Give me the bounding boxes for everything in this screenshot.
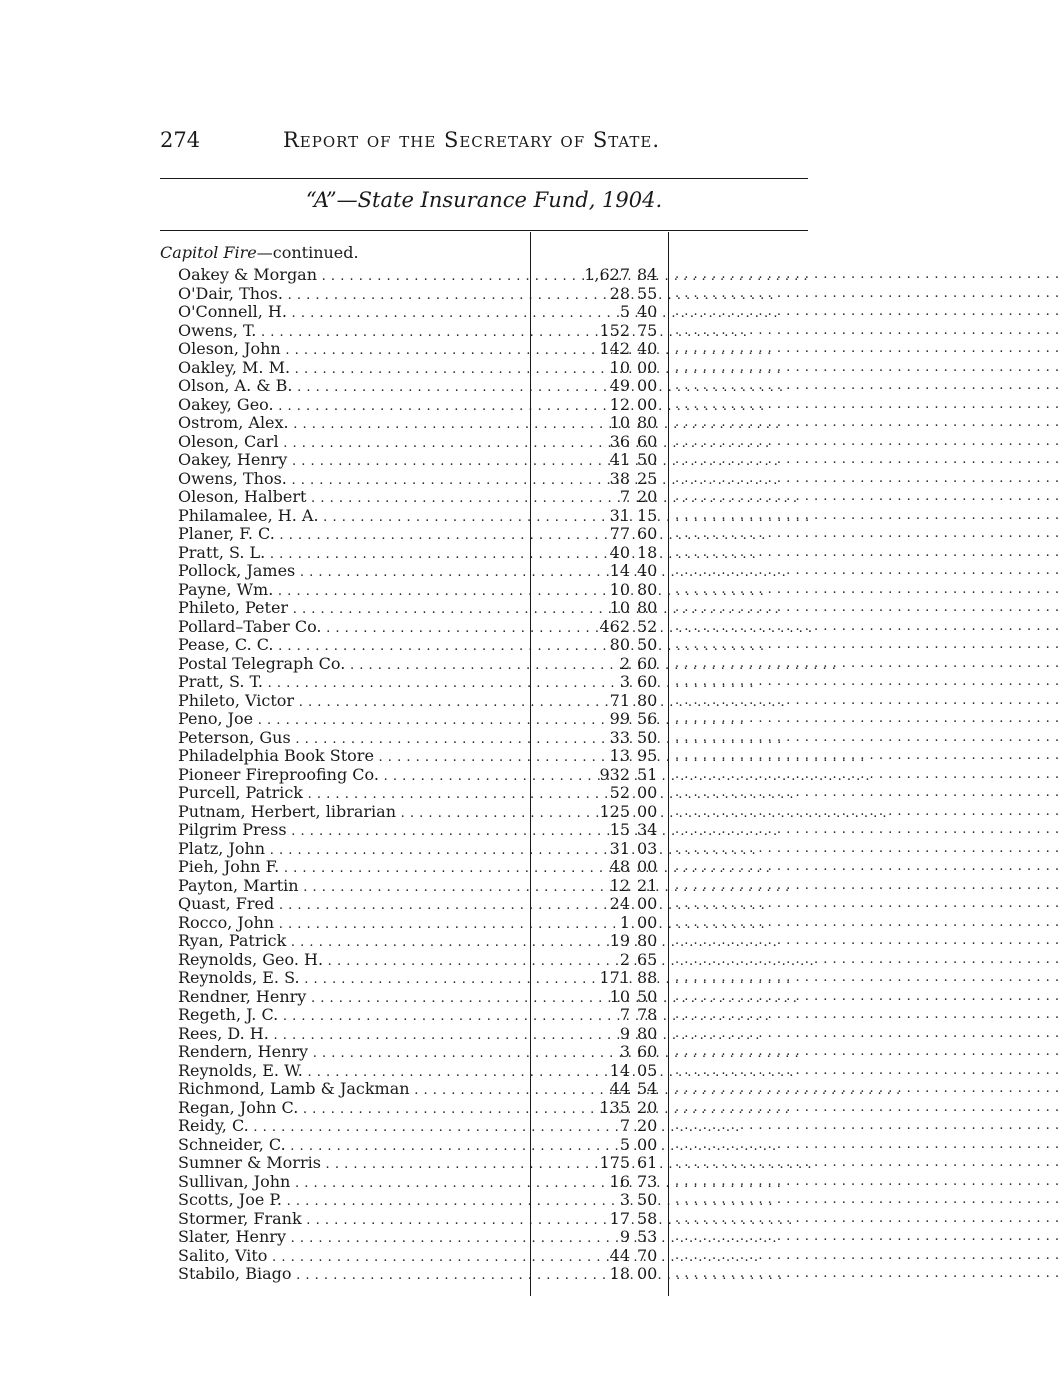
third-column-leader: . . . . . . . . . . . . . . . . . . . . . . . . . . . . . . . . . . . . . . . . . . xyxy=(675,748,1059,763)
table-row xyxy=(0,635,1059,655)
amount-dollars: 44 xyxy=(609,1245,630,1265)
third-column-leader: . . . . . . . . . . . . . . . . . . . . . . . . . . . . . . . . . . . . . . . . . . xyxy=(675,507,1059,523)
amount-cents: 61 xyxy=(637,1153,658,1172)
payee-name: Owens, T. . . . xyxy=(178,322,528,343)
payee-name: Phileto, Victor . . . xyxy=(178,692,528,713)
table-row xyxy=(0,616,1059,637)
third-column-leader: . . . . . . . . . . . . . . . . . . . . . . . . . . . . . . . . . . . . . . . . . . xyxy=(675,378,1059,393)
third-column-leader: . . . . . . . . . . . . . . . . . . . . . . . . . . . . . . . . . . . . . . . . . . xyxy=(675,766,1059,782)
third-column-leader: . . . . . . . . . . . . . . . . . . . . . . . . . . . . . . . . . . . . . . . . . . xyxy=(675,1136,1059,1152)
amount-dollars: 125 xyxy=(599,801,630,821)
amount-dollars: 31 xyxy=(609,838,630,858)
table-row xyxy=(0,690,1059,711)
table-row xyxy=(0,561,1059,581)
amount-dollars: 80 xyxy=(609,635,630,654)
amount-cents: 21 xyxy=(637,875,658,895)
table-row xyxy=(0,1208,1059,1229)
third-column-leader: . . . . . . . . . . . . . . . . . . . . . . . . . . . . . . . . . . . . . . . . . . xyxy=(675,1247,1059,1263)
third-column-leader: . . . . . . . . . . . . . . . . . . . . . . . . . . . . . . . . . . . . . . . . . . xyxy=(675,600,1059,615)
payee-name: Richmond, Lamb & Jackman . . . xyxy=(178,1080,528,1101)
amount-cents: 80 xyxy=(637,413,658,432)
table-row xyxy=(0,949,1059,970)
payee-name: Pratt, S. T. . . . xyxy=(178,673,528,694)
amount-cents: 60 xyxy=(637,653,658,673)
third-column-leader: . . . . . . . . . . . . . . . . . . . . . . . . . . . . . . . . . . . . . . . . . . xyxy=(675,655,1059,671)
amount-dollars: 171 xyxy=(599,968,630,987)
amount-cents: 40 xyxy=(637,561,658,580)
table-row xyxy=(0,820,1059,840)
amount-dollars: 48 xyxy=(609,857,630,876)
amount-cents: 00 xyxy=(637,394,658,414)
amount-dollars: 7 xyxy=(619,1005,630,1024)
amount-dollars: 9 xyxy=(619,1227,630,1246)
third-column-leader: . . . . . . . . . . . . . . . . . . . . . . . . . . . . . . . . . . . . . . . . . . xyxy=(675,711,1059,726)
payee-name: Pease, C. C. . . . xyxy=(178,636,528,657)
payee-name: Rendner, Henry . . . xyxy=(178,988,528,1009)
amount-cents: 00 xyxy=(637,801,658,821)
table-row xyxy=(0,598,1059,618)
third-column-leader: . . . . . . . . . . . . . . . . . . . . . . . . . . . . . . . . . . . . . . . . . . xyxy=(675,415,1059,430)
amount-cents: 50 xyxy=(637,635,658,654)
table-row xyxy=(0,450,1059,470)
amount-cents: 51 xyxy=(637,764,658,784)
amount-cents: 20 xyxy=(637,1116,658,1135)
amount-dollars: 41 xyxy=(609,450,630,469)
third-column-leader: . . . . . . . . . . . . . . . . . . . . . . . . . . . . . . . . . . . . . . . . . . xyxy=(675,1192,1059,1207)
table-row xyxy=(0,672,1059,692)
third-column-leader: . . . . . . . . . . . . . . . . . . . . . . . . . . . . . . . . . . . . . . . . . . xyxy=(675,341,1059,356)
amount-dollars: 38 xyxy=(609,468,630,488)
payee-name: Sumner & Morris . . . xyxy=(178,1154,528,1175)
payee-name: Reynolds, E. S. . . . xyxy=(178,969,528,990)
amount-cents: 34 xyxy=(637,820,658,839)
table-row xyxy=(0,505,1059,526)
payee-name: Scotts, Joe P. . . . xyxy=(178,1191,528,1212)
payee-name: Philadelphia Book Store . . . xyxy=(178,747,528,768)
amount-dollars: 1,627 xyxy=(584,265,630,284)
amount-cents: 18 xyxy=(637,542,658,562)
table-row xyxy=(0,1134,1059,1155)
payee-name: Reidy, C. . . . xyxy=(178,1117,528,1138)
third-column-leader: . . . . . . . . . . . . . . . . . . . . . . . . . . . . . . . . . . . . . . . . . . xyxy=(675,322,1059,338)
payee-name: Quast, Fred . . . xyxy=(178,895,528,916)
payee-name: Salito, Vito . . . xyxy=(178,1247,528,1268)
ledger-rows xyxy=(0,265,1059,1284)
amount-cents: 50 xyxy=(637,1190,658,1209)
amount-cents: 70 xyxy=(637,1245,658,1265)
third-column-leader: . . . . . . . . . . . . . . . . . . . . . . . . . . . . . . . . . . . . . . . . . . xyxy=(675,1173,1059,1189)
payee-name: Stabilo, Biago . . . xyxy=(178,1265,528,1286)
amount-dollars: 12 xyxy=(609,875,630,895)
table-row xyxy=(0,265,1059,285)
amount-dollars: 1 xyxy=(619,912,630,932)
third-column-leader: . . . . . . . . . . . . . . . . . . . . . . . . . . . . . . . . . . . . . . . . . . xyxy=(675,452,1059,467)
table-row xyxy=(0,1153,1059,1173)
payee-name: Owens, Thos. . . . xyxy=(178,470,528,491)
amount-cents: 40 xyxy=(637,302,658,321)
amount-cents: 55 xyxy=(637,283,658,303)
amount-cents: 00 xyxy=(637,783,658,802)
table-row xyxy=(0,1264,1059,1284)
amount-cents: 54 xyxy=(637,1079,658,1098)
table-row xyxy=(0,1023,1059,1044)
amount-cents: 80 xyxy=(637,931,658,950)
third-column-leader: . . . . . . . . . . . . . . . . . . . . . . . . . . . . . . . . . . . . . . . . . . xyxy=(675,674,1059,689)
amount-dollars: 36 xyxy=(609,431,630,451)
payee-name: Pieh, John F. . . . xyxy=(178,858,528,879)
amount-dollars: 3 xyxy=(619,1042,630,1061)
table-row xyxy=(0,302,1059,322)
payee-name: Postal Telegraph Co. . . . xyxy=(178,655,528,676)
third-column-leader: . . . . . . . . . . . . . . . . . . . . . . . . . . . . . . . . . . . . . . . . . . xyxy=(675,1266,1059,1281)
third-column-leader: . . . . . . . . . . . . . . . . . . . . . . . . . . . . . . . . . . . . . . . . . . xyxy=(675,359,1059,375)
table-row xyxy=(0,968,1059,988)
third-column-leader: . . . . . . . . . . . . . . . . . . . . . . . . . . . . . . . . . . . . . . . . . . xyxy=(675,544,1059,560)
third-column-leader: . . . . . . . . . . . . . . . . . . . . . . . . . . . . . . . . . . . . . . . . . . xyxy=(675,618,1059,634)
amount-cents: 56 xyxy=(637,709,658,728)
amount-cents: 60 xyxy=(637,524,658,543)
table-header-rule xyxy=(160,230,808,231)
amount-dollars: 152 xyxy=(599,320,630,340)
payee-name: Payton, Martin . . . xyxy=(178,877,528,898)
amount-dollars: 17 xyxy=(609,1208,630,1228)
table-row xyxy=(0,413,1059,433)
payee-name: Oakey & Morgan . . . xyxy=(178,266,528,287)
payee-name: Payne, Wm. . . . xyxy=(178,581,528,602)
amount-dollars: 15 xyxy=(609,820,630,839)
third-column-leader: . . . . . . . . . . . . . . . . . . . . . . . . . . . . . . . . . . . . . . . . . . xyxy=(675,1099,1059,1115)
third-column-leader: . . . . . . . . . . . . . . . . . . . . . . . . . . . . . . . . . . . . . . . . . . xyxy=(675,1210,1059,1226)
payee-name: O'Dair, Thos. . . . xyxy=(178,285,528,306)
payee-name: Reynolds, Geo. H. . . . xyxy=(178,951,528,972)
payee-name: Oakley, M. M. . . . xyxy=(178,359,528,380)
amount-dollars: 175 xyxy=(599,1153,630,1172)
amount-dollars: 49 xyxy=(609,376,630,395)
amount-dollars: 13 xyxy=(609,746,630,765)
payee-name: Sullivan, John . . . xyxy=(178,1173,528,1194)
third-column-leader: . . . . . . . . . . . . . . . . . . . . . . . . . . . . . . . . . . . . . . . . . . xyxy=(675,526,1059,541)
payee-name: Regeth, J. C. . . . xyxy=(178,1006,528,1027)
payee-name: Slater, Henry . . . xyxy=(178,1228,528,1249)
amount-cents: 50 xyxy=(637,450,658,469)
third-column-leader: . . . . . . . . . . . . . . . . . . . . . . . . . . . . . . . . . . . . . . . . . . xyxy=(675,933,1059,948)
table-row xyxy=(0,801,1059,822)
amount-dollars: 33 xyxy=(609,727,630,747)
amount-cents: 88 xyxy=(637,968,658,987)
amount-cents: 73 xyxy=(637,1171,658,1191)
payee-name: Rees, D. H. . . . xyxy=(178,1025,528,1046)
table-row xyxy=(0,1097,1059,1118)
amount-dollars: 7 xyxy=(619,1116,630,1135)
amount-cents: 95 xyxy=(637,746,658,765)
amount-cents: 78 xyxy=(637,1005,658,1024)
third-column-leader: . . . . . . . . . . . . . . . . . . . . . . . . . . . . . . . . . . . . . . . . . . xyxy=(675,840,1059,856)
table-row xyxy=(0,542,1059,563)
table-row xyxy=(0,931,1059,951)
payee-name: Platz, John . . . xyxy=(178,840,528,861)
third-column-leader: . . . . . . . . . . . . . . . . . . . . . . . . . . . . . . . . . . . . . . . . . . xyxy=(675,859,1059,874)
payee-name: Putnam, Herbert, librarian . . . xyxy=(178,803,528,824)
amount-cents: 40 xyxy=(637,339,658,358)
table-row xyxy=(0,1227,1059,1247)
amount-cents: 00 xyxy=(637,857,658,876)
third-column-leader: . . . . . . . . . . . . . . . . . . . . . . . . . . . . . . . . . . . . . . . . . . xyxy=(675,988,1059,1004)
amount-dollars: 9 xyxy=(619,1023,630,1043)
amount-cents: 80 xyxy=(637,598,658,617)
third-column-leader: . . . . . . . . . . . . . . . . . . . . . . . . . . . . . . . . . . . . . . . . . . xyxy=(675,803,1059,819)
table-row xyxy=(0,1079,1059,1099)
amount-dollars: 14 xyxy=(609,1060,630,1080)
table-row xyxy=(0,653,1059,674)
payee-name: Pioneer Fireproofing Co. . . . xyxy=(178,766,528,787)
amount-cents: 50 xyxy=(637,727,658,747)
amount-dollars: 71 xyxy=(609,690,630,710)
third-column-leader: . . . . . . . . . . . . . . . . . . . . . . . . . . . . . . . . . . . . . . . . . . xyxy=(675,489,1059,504)
third-column-leader: . . . . . . . . . . . . . . . . . . . . . . . . . . . . . . . . . . . . . . . . . . xyxy=(675,267,1059,282)
table-row xyxy=(0,875,1059,896)
amount-dollars: 10 xyxy=(609,413,630,432)
payee-name: Rocco, John . . . xyxy=(178,914,528,935)
third-column-leader: . . . . . . . . . . . . . . . . . . . . . . . . . . . . . . . . . . . . . . . . . . xyxy=(675,396,1059,412)
amount-dollars: 14 xyxy=(609,561,630,580)
table-row xyxy=(0,783,1059,803)
third-column-leader: . . . . . . . . . . . . . . . . . . . . . . . . . . . . . . . . . . . . . . . . . . xyxy=(675,1155,1059,1170)
amount-cents: 80 xyxy=(637,690,658,710)
third-column-leader: . . . . . . . . . . . . . . . . . . . . . . . . . . . . . . . . . . . . . . . . . . xyxy=(675,304,1059,319)
third-column-leader: . . . . . . . . . . . . . . . . . . . . . . . . . . . . . . . . . . . . . . . . . . xyxy=(675,877,1059,893)
payee-name: Pratt, S. L. . . . xyxy=(178,544,528,565)
table-row xyxy=(0,838,1059,859)
section-name: Capitol Fire xyxy=(160,243,257,262)
amount-cents: 00 xyxy=(637,357,658,377)
table-top-rule xyxy=(160,178,808,179)
amount-dollars: 40 xyxy=(609,542,630,562)
third-column-leader: . . . . . . . . . . . . . . . . . . . . . . . . . . . . . . . . . . . . . . . . . . xyxy=(675,285,1059,301)
running-title: Report of the Secretary of State. xyxy=(283,128,661,152)
amount-dollars: 5 xyxy=(619,302,630,321)
amount-dollars: 12 xyxy=(609,394,630,414)
amount-cents: 50 xyxy=(637,986,658,1006)
section-heading xyxy=(160,244,359,262)
third-column-leader: . . . . . . . . . . . . . . . . . . . . . . . . . . . . . . . . . . . . . . . . . . xyxy=(675,1044,1059,1059)
amount-dollars: 135 xyxy=(599,1097,630,1117)
amount-cents: 20 xyxy=(637,1097,658,1117)
payee-name: Reynolds, E. W. . . . xyxy=(178,1062,528,1083)
third-column-leader: . . . . . . . . . . . . . . . . . . . . . . . . . . . . . . . . . . . . . . . . . . xyxy=(675,1229,1059,1244)
amount-cents: 65 xyxy=(637,949,658,969)
third-column-leader: . . . . . . . . . . . . . . . . . . . . . . . . . . . . . . . . . . . . . . . . . . xyxy=(675,637,1059,652)
amount-dollars: 5 xyxy=(619,1134,630,1154)
payee-name: Schneider, C. . . . xyxy=(178,1136,528,1157)
payee-name: Oakey, Geo. . . . xyxy=(178,396,528,417)
amount-dollars: 52 xyxy=(609,783,630,802)
payee-name: Oakey, Henry . . . xyxy=(178,451,528,472)
third-column-leader: . . . . . . . . . . . . . . . . . . . . . . . . . . . . . . . . . . . . . . . . . . xyxy=(675,692,1059,708)
table-row xyxy=(0,746,1059,766)
amount-cents: 60 xyxy=(637,1042,658,1061)
payee-name: Peno, Joe . . . xyxy=(178,710,528,731)
third-column-leader: . . . . . . . . . . . . . . . . . . . . . . . . . . . . . . . . . . . . . . . . . . xyxy=(675,1081,1059,1096)
third-column-leader: . . . . . . . . . . . . . . . . . . . . . . . . . . . . . . . . . . . . . . . . . . xyxy=(675,1118,1059,1133)
table-row xyxy=(0,1060,1059,1081)
table-row xyxy=(0,468,1059,489)
third-column-leader: . . . . . . . . . . . . . . . . . . . . . . . . . . . . . . . . . . . . . . . . . . xyxy=(675,729,1059,745)
third-column-leader: . . . . . . . . . . . . . . . . . . . . . . . . . . . . . . . . . . . . . . . . . . xyxy=(675,1007,1059,1022)
third-column-leader: . . . . . . . . . . . . . . . . . . . . . . . . . . . . . . . . . . . . . . . . . . xyxy=(675,563,1059,578)
amount-dollars: 932 xyxy=(599,764,630,784)
table-row xyxy=(0,1171,1059,1192)
payee-name: Peterson, Gus . . . xyxy=(178,729,528,750)
third-column-leader: . . . . . . . . . . . . . . . . . . . . . . . . . . . . . . . . . . . . . . . . . . xyxy=(675,433,1059,449)
amount-dollars: 31 xyxy=(609,505,630,525)
table-row xyxy=(0,857,1059,877)
third-column-leader: . . . . . . . . . . . . . . . . . . . . . . . . . . . . . . . . . . . . . . . . . . xyxy=(675,951,1059,967)
amount-cents: 80 xyxy=(637,1023,658,1043)
amount-cents: 00 xyxy=(637,1264,658,1283)
amount-cents: 75 xyxy=(637,320,658,340)
amount-cents: 15 xyxy=(637,505,658,525)
payee-name: Philamalee, H. A. . . . xyxy=(178,507,528,528)
amount-dollars: 2 xyxy=(619,653,630,673)
table-row xyxy=(0,764,1059,785)
payee-name: Ostrom, Alex. . . . xyxy=(178,414,528,435)
table-row xyxy=(0,376,1059,396)
amount-dollars: 16 xyxy=(609,1171,630,1191)
section-suffix: —continued. xyxy=(256,243,359,262)
payee-name: Purcell, Patrick . . . xyxy=(178,784,528,805)
table-row xyxy=(0,1190,1059,1210)
payee-name: Rendern, Henry . . . xyxy=(178,1043,528,1064)
amount-cents: 00 xyxy=(637,1134,658,1154)
table-row xyxy=(0,524,1059,544)
table-row xyxy=(0,912,1059,933)
amount-cents: 25 xyxy=(637,468,658,488)
amount-dollars: 99 xyxy=(609,709,630,728)
payee-name: Ryan, Patrick . . . xyxy=(178,932,528,953)
payee-name: Stormer, Frank . . . xyxy=(178,1210,528,1231)
table-row xyxy=(0,339,1059,359)
table-row xyxy=(0,727,1059,748)
third-column-leader: . . . . . . . . . . . . . . . . . . . . . . . . . . . . . . . . . . . . . . . . . . xyxy=(675,581,1059,597)
amount-dollars: 7 xyxy=(619,487,630,506)
table-row xyxy=(0,1042,1059,1062)
amount-dollars: 28 xyxy=(609,283,630,303)
amount-dollars: 142 xyxy=(599,339,630,358)
amount-cents: 52 xyxy=(637,616,658,636)
payee-name: Planer, F. C. . . . xyxy=(178,525,528,546)
amount-cents: 53 xyxy=(637,1227,658,1246)
amount-cents: 58 xyxy=(637,1208,658,1228)
amount-dollars: 18 xyxy=(609,1264,630,1283)
table-row xyxy=(0,894,1059,914)
table-row xyxy=(0,709,1059,729)
table-row xyxy=(0,579,1059,600)
amount-dollars: 10 xyxy=(609,986,630,1006)
amount-cents: 03 xyxy=(637,838,658,858)
third-column-leader: . . . . . . . . . . . . . . . . . . . . . . . . . . . . . . . . . . . . . . . . . . xyxy=(675,896,1059,911)
amount-cents: 60 xyxy=(637,431,658,451)
payee-name: Pilgrim Press . . . xyxy=(178,821,528,842)
table-row xyxy=(0,320,1059,341)
amount-dollars: 44 xyxy=(609,1079,630,1098)
page-number: 274 xyxy=(160,128,201,152)
table-row xyxy=(0,283,1059,304)
payee-name: Phileto, Peter . . . xyxy=(178,599,528,620)
table-row xyxy=(0,394,1059,415)
payee-name: Pollard–Taber Co. . . . xyxy=(178,618,528,639)
table-title: “A”—State Insurance Fund, 1904. xyxy=(305,188,663,212)
amount-cents: 84 xyxy=(637,265,658,284)
amount-cents: 20 xyxy=(637,487,658,506)
amount-dollars: 3 xyxy=(619,1190,630,1209)
table-row xyxy=(0,1116,1059,1136)
amount-cents: 00 xyxy=(637,376,658,395)
amount-dollars: 10 xyxy=(609,598,630,617)
third-column-leader: . . . . . . . . . . . . . . . . . . . . . . . . . . . . . . . . . . . . . . . . . . xyxy=(675,470,1059,486)
amount-cents: 00 xyxy=(637,912,658,932)
amount-cents: 00 xyxy=(637,894,658,913)
payee-name: Oleson, Halbert . . . xyxy=(178,488,528,509)
third-column-leader: . . . . . . . . . . . . . . . . . . . . . . . . . . . . . . . . . . . . . . . . . . xyxy=(675,914,1059,930)
amount-dollars: 19 xyxy=(609,931,630,950)
amount-dollars: 77 xyxy=(609,524,630,543)
amount-dollars: 24 xyxy=(609,894,630,913)
table-row xyxy=(0,1245,1059,1266)
amount-dollars: 10 xyxy=(609,579,630,599)
third-column-leader: . . . . . . . . . . . . . . . . . . . . . . . . . . . . . . . . . . . . . . . . . . xyxy=(675,1062,1059,1078)
table-row xyxy=(0,357,1059,378)
third-column-leader: . . . . . . . . . . . . . . . . . . . . . . . . . . . . . . . . . . . . . . . . . . xyxy=(675,970,1059,985)
amount-cents: 80 xyxy=(637,579,658,599)
third-column-leader: . . . . . . . . . . . . . . . . . . . . . . . . . . . . . . . . . . . . . . . . . . xyxy=(675,1025,1059,1041)
payee-name: Regan, John C. . . . xyxy=(178,1099,528,1120)
amount-cents: 05 xyxy=(637,1060,658,1080)
payee-name: Oleson, Carl . . . xyxy=(178,433,528,454)
third-column-leader: . . . . . . . . . . . . . . . . . . . . . . . . . . . . . . . . . . . . . . . . . . xyxy=(675,822,1059,837)
third-column-leader: . . . . . . . . . . . . . . . . . . . . . . . . . . . . . . . . . . . . . . . . . . xyxy=(675,785,1059,800)
table-row xyxy=(0,986,1059,1007)
amount-dollars: 2 xyxy=(619,949,630,969)
amount-cents: 60 xyxy=(637,672,658,691)
amount-dollars: 10 xyxy=(609,357,630,377)
payee-name: Olson, A. & B. . . . xyxy=(178,377,528,398)
amount-dollars: 462 xyxy=(599,616,630,636)
payee-name: Pollock, James . . . xyxy=(178,562,528,583)
table-row xyxy=(0,487,1059,507)
table-row xyxy=(0,431,1059,452)
payee-name: O'Connell, H. . . . xyxy=(178,303,528,324)
table-row xyxy=(0,1005,1059,1025)
payee-name: Oleson, John . . . xyxy=(178,340,528,361)
amount-dollars: 3 xyxy=(619,672,630,691)
